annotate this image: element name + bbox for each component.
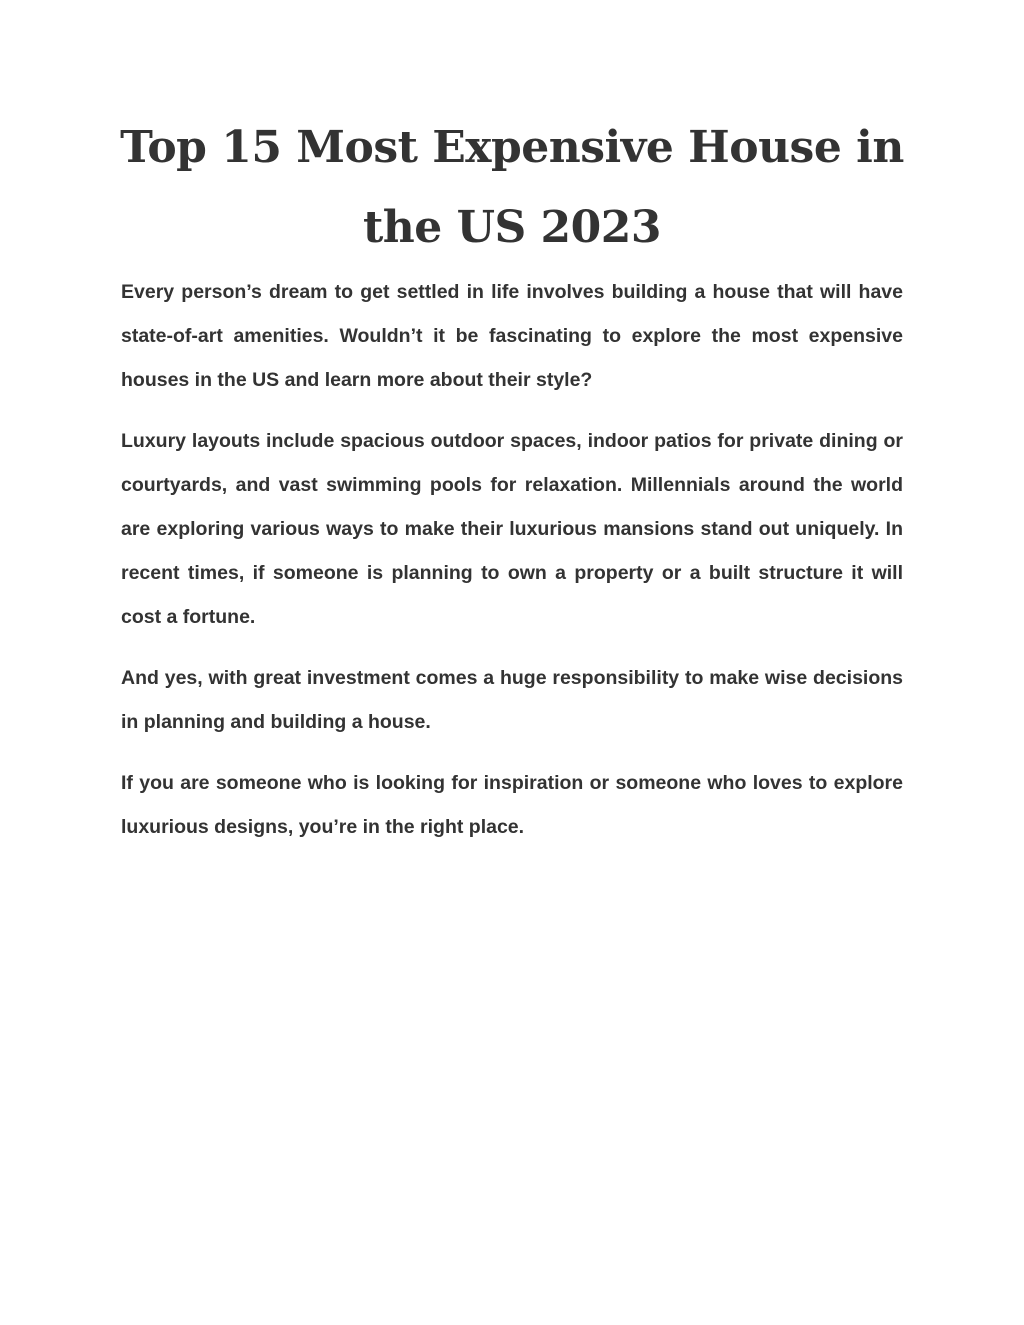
inspiration-paragraph: If you are someone who is looking for inspiration or someone who loves to explore luxurious designs, you’re in the right place.: [121, 772, 903, 838]
page-title: Top 15 Most Expensive House in the US 2023: [120, 122, 904, 253]
intro-paragraph: Every person’s dream to get settled in life involves building a house that will have state-of-art amenities. Wouldn’t it be fascinating to explore the most expensive houses in the US and learn more about their style?: [121, 281, 903, 391]
luxury-layouts-paragraph: Luxury layouts include spacious outdoor spaces, indoor patios for private dining or courtyards, and vast swimming pools for relaxation. Millennials around the world are exploring various ways to make their luxurious mansions stand out uniquely. In recent times, if someone is planning to own a property or a built structure it will cost a fortune.: [121, 430, 903, 628]
investment-paragraph: And yes, with great investment comes a huge responsibility to make wise decisions in planning and building a house.: [121, 667, 903, 733]
